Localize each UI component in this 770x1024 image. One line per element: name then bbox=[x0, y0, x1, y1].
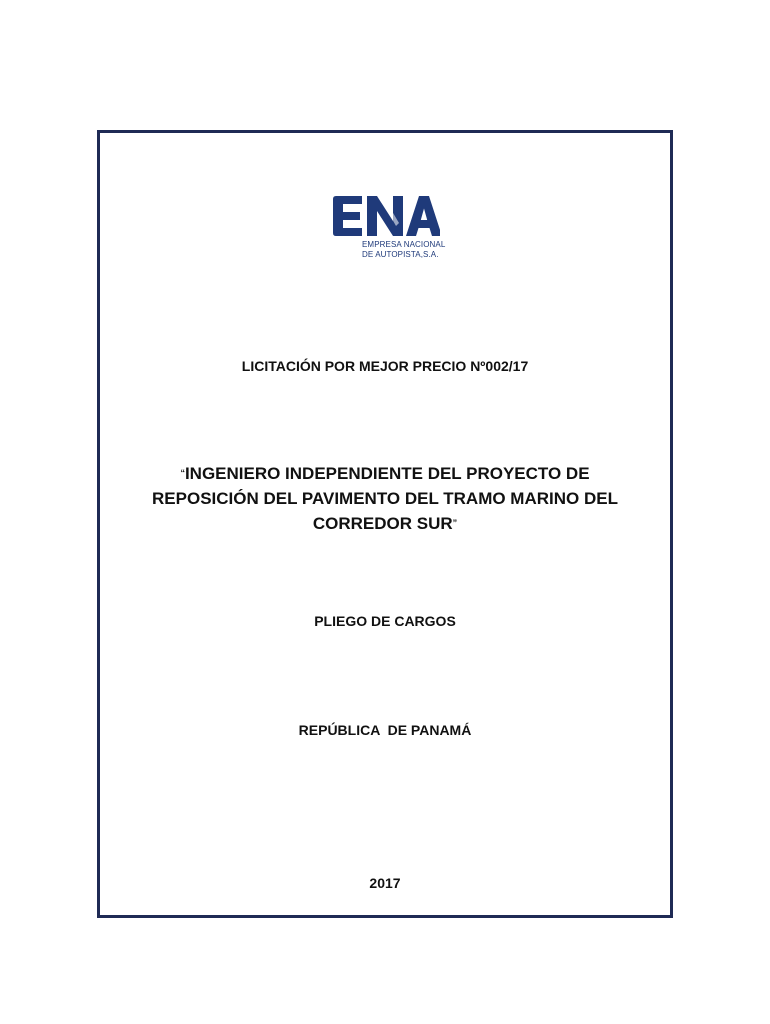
ena-logo-mark bbox=[330, 193, 440, 239]
logo-subtitle-line2: DE AUTOPISTA,S.A. bbox=[362, 250, 439, 259]
project-title-line1 bbox=[100, 461, 670, 486]
logo-subtitle bbox=[362, 240, 445, 260]
document-border-frame bbox=[97, 130, 673, 918]
project-title bbox=[100, 461, 670, 536]
document-year: 2017 bbox=[369, 875, 401, 891]
ena-logo bbox=[330, 193, 450, 263]
country-name: REPÚBLICA DE PANAMÁ bbox=[298, 722, 472, 738]
logo-letter-a bbox=[406, 196, 440, 236]
logo-subtitle-line1: EMPRESA NACIONAL bbox=[362, 240, 446, 249]
close-quote: ” bbox=[452, 518, 458, 528]
open-quote: “ bbox=[180, 468, 185, 478]
tender-reference: LICITACIÓN POR MEJOR PRECIO Nº002/17 bbox=[241, 358, 529, 374]
project-title-line3 bbox=[100, 511, 670, 536]
project-title-line3-text: CORREDOR SUR bbox=[312, 514, 453, 533]
project-title-line2: REPOSICIÓN DEL PAVIMENTO DEL TRAMO MARINO DEL bbox=[152, 489, 618, 508]
document-type: PLIEGO DE CARGOS bbox=[314, 613, 456, 629]
logo-letter-e bbox=[333, 196, 362, 236]
project-title-line1-text: INGENIERO INDEPENDIENTE DEL PROYECTO DE bbox=[184, 464, 590, 483]
